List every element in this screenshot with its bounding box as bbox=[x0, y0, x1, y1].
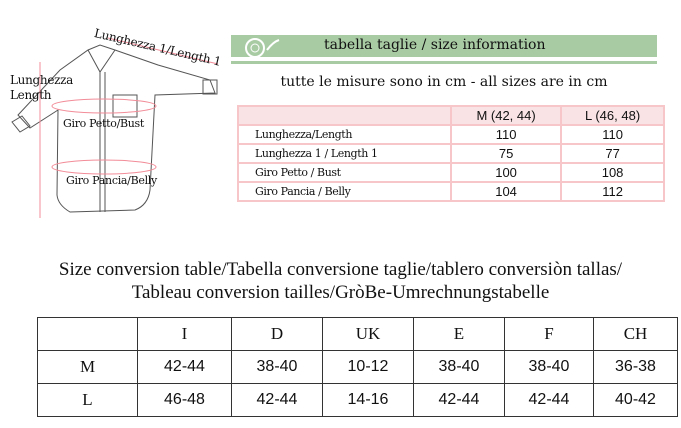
belly-label: Giro Pancia/Belly bbox=[66, 174, 157, 187]
length-label-en: Length bbox=[10, 88, 52, 102]
table-row: Lunghezza/Length 110 110 bbox=[238, 125, 664, 144]
length1-label: Lunghezza 1/Length 1 bbox=[92, 26, 223, 69]
conversion-title-line2: Tableau conversion tailles/GròBe-Umrechnungstabelle bbox=[131, 282, 550, 303]
length-label: Lunghezza bbox=[10, 73, 74, 87]
banner-title: tabella taglie / size information bbox=[324, 37, 546, 53]
table-row: Lunghezza 1 / Length 1 75 77 bbox=[238, 144, 664, 163]
table-row: Giro Petto / Bust 100 108 bbox=[238, 163, 664, 182]
size-info-banner bbox=[231, 35, 657, 61]
conversion-table bbox=[37, 317, 678, 417]
size-table bbox=[237, 105, 665, 202]
bust-label: Giro Petto/Bust bbox=[63, 117, 145, 130]
units-note: tutte le misure sono in cm - all sizes are in cm bbox=[280, 74, 608, 90]
header-row: I D UK E F CH bbox=[38, 318, 678, 351]
table-row: Giro Pancia / Belly 104 112 bbox=[238, 182, 664, 201]
table-row: M 42-44 38-40 10-12 38-40 38-40 36-38 bbox=[38, 351, 678, 384]
conversion-title bbox=[0, 258, 681, 304]
rose-icon bbox=[241, 36, 281, 60]
table-row: L 46-48 42-44 14-16 42-44 42-44 40-42 bbox=[38, 384, 678, 417]
header-cell: M (42, 44) bbox=[451, 106, 561, 125]
header-cell bbox=[238, 106, 451, 125]
conversion-title-line1: Size conversion table/Tabella conversione taglie/tablero conversiòn tallas/ bbox=[58, 259, 623, 280]
header-cell: L (46, 48) bbox=[561, 106, 664, 125]
